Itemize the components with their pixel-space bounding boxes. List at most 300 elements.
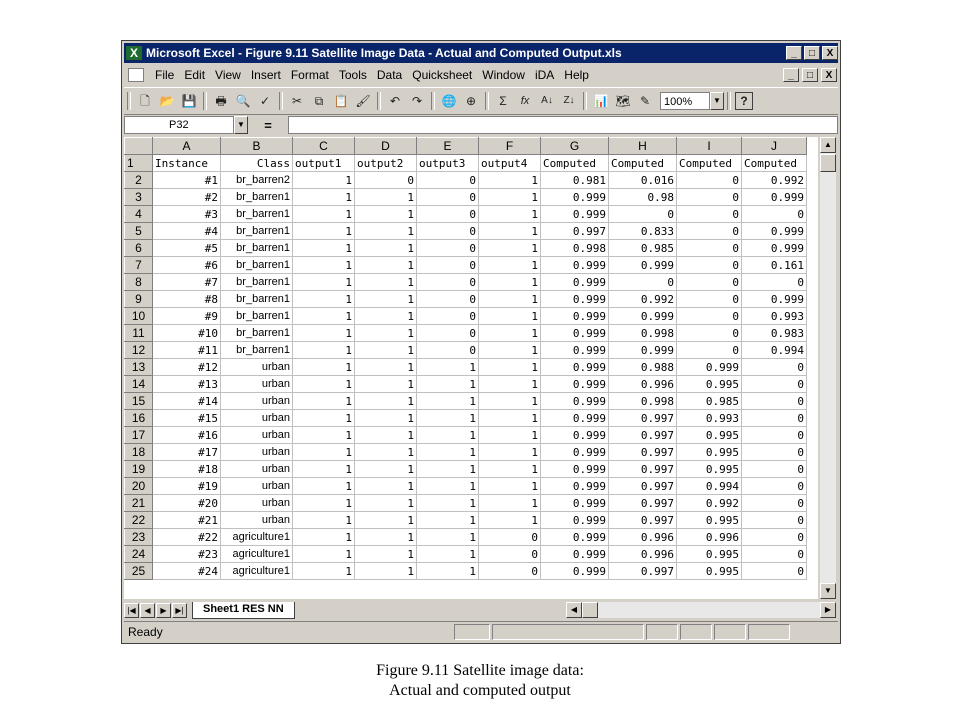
row-header[interactable]: 13	[125, 359, 153, 376]
cell-j7[interactable]: 0.161	[742, 257, 807, 274]
cell-i12[interactable]: 0	[677, 342, 742, 359]
cell-d5[interactable]: 1	[355, 223, 417, 240]
cell-i2[interactable]: 0	[677, 172, 742, 189]
cell-d1[interactable]: output2	[355, 155, 417, 172]
menu-ida[interactable]: iDA	[534, 68, 555, 82]
row-header[interactable]: 20	[125, 478, 153, 495]
cell-g7[interactable]: 0.999	[541, 257, 609, 274]
cell-g4[interactable]: 0.999	[541, 206, 609, 223]
cell-i3[interactable]: 0	[677, 189, 742, 206]
cell-b19[interactable]: urban	[221, 461, 293, 478]
cell-e19[interactable]: 1	[417, 461, 479, 478]
cell-g16[interactable]: 0.999	[541, 410, 609, 427]
column-header-g[interactable]: G	[541, 138, 609, 155]
h-scroll-thumb[interactable]	[582, 602, 598, 618]
column-header-a[interactable]: A	[153, 138, 221, 155]
row-header[interactable]: 7	[125, 257, 153, 274]
cell-i7[interactable]: 0	[677, 257, 742, 274]
cell-b1[interactable]: Class	[221, 155, 293, 172]
cell-b23[interactable]: agriculture1	[221, 529, 293, 546]
cell-i5[interactable]: 0	[677, 223, 742, 240]
cell-h16[interactable]: 0.997	[609, 410, 677, 427]
cell-j14[interactable]: 0	[742, 376, 807, 393]
cell-e23[interactable]: 1	[417, 529, 479, 546]
cell-a8[interactable]: #7	[153, 274, 221, 291]
cell-f1[interactable]: output4	[479, 155, 541, 172]
cell-a7[interactable]: #6	[153, 257, 221, 274]
cell-c22[interactable]: 1	[293, 512, 355, 529]
row-header[interactable]: 25	[125, 563, 153, 580]
cell-j17[interactable]: 0	[742, 427, 807, 444]
cell-g24[interactable]: 0.999	[541, 546, 609, 563]
row-header[interactable]: 24	[125, 546, 153, 563]
row-header[interactable]: 17	[125, 427, 153, 444]
cell-e5[interactable]: 0	[417, 223, 479, 240]
cell-e14[interactable]: 1	[417, 376, 479, 393]
cell-i22[interactable]: 0.995	[677, 512, 742, 529]
cell-g5[interactable]: 0.997	[541, 223, 609, 240]
cell-h4[interactable]: 0	[609, 206, 677, 223]
cell-a10[interactable]: #9	[153, 308, 221, 325]
cell-h24[interactable]: 0.996	[609, 546, 677, 563]
workbook-icon[interactable]	[128, 68, 144, 82]
cell-a25[interactable]: #24	[153, 563, 221, 580]
cell-c24[interactable]: 1	[293, 546, 355, 563]
cell-i11[interactable]: 0	[677, 325, 742, 342]
cell-g3[interactable]: 0.999	[541, 189, 609, 206]
cell-f5[interactable]: 1	[479, 223, 541, 240]
web-icon[interactable]: ⊕	[465, 94, 477, 108]
cell-f10[interactable]: 1	[479, 308, 541, 325]
cell-c18[interactable]: 1	[293, 444, 355, 461]
cell-g14[interactable]: 0.999	[541, 376, 609, 393]
worksheet-grid[interactable]	[124, 137, 818, 599]
cell-c2[interactable]: 1	[293, 172, 355, 189]
cell-j24[interactable]: 0	[742, 546, 807, 563]
cell-e6[interactable]: 0	[417, 240, 479, 257]
cell-c9[interactable]: 1	[293, 291, 355, 308]
row-header[interactable]: 11	[125, 325, 153, 342]
cell-g11[interactable]: 0.999	[541, 325, 609, 342]
doc-restore-button[interactable]: □	[802, 68, 818, 82]
cell-f18[interactable]: 1	[479, 444, 541, 461]
cell-g23[interactable]: 0.999	[541, 529, 609, 546]
cell-i21[interactable]: 0.992	[677, 495, 742, 512]
cell-b5[interactable]: br_barren1	[221, 223, 293, 240]
cell-b3[interactable]: br_barren1	[221, 189, 293, 206]
cell-i16[interactable]: 0.993	[677, 410, 742, 427]
hyperlink-icon[interactable]: 🌐	[441, 94, 457, 108]
cell-e10[interactable]: 0	[417, 308, 479, 325]
cell-e18[interactable]: 1	[417, 444, 479, 461]
formula-input[interactable]	[288, 116, 838, 134]
cell-b21[interactable]: urban	[221, 495, 293, 512]
cell-b20[interactable]: urban	[221, 478, 293, 495]
cell-f11[interactable]: 1	[479, 325, 541, 342]
cell-a11[interactable]: #10	[153, 325, 221, 342]
cell-j20[interactable]: 0	[742, 478, 807, 495]
cell-i4[interactable]: 0	[677, 206, 742, 223]
row-header[interactable]: 8	[125, 274, 153, 291]
row-header[interactable]: 21	[125, 495, 153, 512]
cell-c8[interactable]: 1	[293, 274, 355, 291]
cell-h7[interactable]: 0.999	[609, 257, 677, 274]
cell-j15[interactable]: 0	[742, 393, 807, 410]
cell-d9[interactable]: 1	[355, 291, 417, 308]
cell-j25[interactable]: 0	[742, 563, 807, 580]
cell-e16[interactable]: 1	[417, 410, 479, 427]
cell-c4[interactable]: 1	[293, 206, 355, 223]
drawing-icon[interactable]: ✎	[639, 94, 651, 108]
cell-j23[interactable]: 0	[742, 529, 807, 546]
name-box-dropdown-icon[interactable]: ▼	[234, 116, 248, 134]
scroll-right-icon[interactable]: ▶	[820, 602, 836, 618]
row-header[interactable]: 16	[125, 410, 153, 427]
cell-b22[interactable]: urban	[221, 512, 293, 529]
cell-h5[interactable]: 0.833	[609, 223, 677, 240]
cell-b8[interactable]: br_barren1	[221, 274, 293, 291]
cell-a1[interactable]: Instance	[153, 155, 221, 172]
cell-a6[interactable]: #5	[153, 240, 221, 257]
cell-b13[interactable]: urban	[221, 359, 293, 376]
cell-h8[interactable]: 0	[609, 274, 677, 291]
redo-icon[interactable]: ↷	[411, 94, 423, 108]
cell-c16[interactable]: 1	[293, 410, 355, 427]
cell-d13[interactable]: 1	[355, 359, 417, 376]
scroll-thumb[interactable]	[820, 154, 836, 172]
cell-i17[interactable]: 0.995	[677, 427, 742, 444]
cell-a21[interactable]: #20	[153, 495, 221, 512]
cell-a23[interactable]: #22	[153, 529, 221, 546]
cell-g2[interactable]: 0.981	[541, 172, 609, 189]
menu-format[interactable]: Format	[290, 68, 329, 82]
menu-edit[interactable]: Edit	[184, 68, 206, 82]
menu-view[interactable]: View	[215, 68, 241, 82]
cell-c7[interactable]: 1	[293, 257, 355, 274]
cell-b7[interactable]: br_barren1	[221, 257, 293, 274]
cell-a22[interactable]: #21	[153, 512, 221, 529]
row-header[interactable]: 14	[125, 376, 153, 393]
cell-d4[interactable]: 1	[355, 206, 417, 223]
cell-b12[interactable]: br_barren1	[221, 342, 293, 359]
cell-i19[interactable]: 0.995	[677, 461, 742, 478]
print-icon[interactable]: 🖶	[215, 94, 227, 108]
cell-e3[interactable]: 0	[417, 189, 479, 206]
next-sheet-icon[interactable]: ▶	[156, 603, 171, 618]
column-header-i[interactable]: I	[677, 138, 742, 155]
cell-f25[interactable]: 0	[479, 563, 541, 580]
cell-f20[interactable]: 1	[479, 478, 541, 495]
row-header[interactable]: 10	[125, 308, 153, 325]
row-header[interactable]: 18	[125, 444, 153, 461]
zoom-select[interactable]: 100%	[660, 92, 710, 110]
scroll-down-icon[interactable]: ▼	[820, 583, 836, 599]
cell-b14[interactable]: urban	[221, 376, 293, 393]
cell-f21[interactable]: 1	[479, 495, 541, 512]
cell-f19[interactable]: 1	[479, 461, 541, 478]
cell-g10[interactable]: 0.999	[541, 308, 609, 325]
cell-a12[interactable]: #11	[153, 342, 221, 359]
cell-f13[interactable]: 1	[479, 359, 541, 376]
cell-f14[interactable]: 1	[479, 376, 541, 393]
cell-j22[interactable]: 0	[742, 512, 807, 529]
cell-i15[interactable]: 0.985	[677, 393, 742, 410]
cell-e2[interactable]: 0	[417, 172, 479, 189]
column-header-c[interactable]: C	[293, 138, 355, 155]
menu-tools[interactable]: Tools	[338, 68, 367, 82]
row-header[interactable]: 6	[125, 240, 153, 257]
cell-d17[interactable]: 1	[355, 427, 417, 444]
cell-d23[interactable]: 1	[355, 529, 417, 546]
cell-g13[interactable]: 0.999	[541, 359, 609, 376]
cell-g8[interactable]: 0.999	[541, 274, 609, 291]
cell-a16[interactable]: #15	[153, 410, 221, 427]
cell-j19[interactable]: 0	[742, 461, 807, 478]
cell-i14[interactable]: 0.995	[677, 376, 742, 393]
cell-j6[interactable]: 0.999	[742, 240, 807, 257]
cell-g1[interactable]: Computed	[541, 155, 609, 172]
cell-d14[interactable]: 1	[355, 376, 417, 393]
cell-j5[interactable]: 0.999	[742, 223, 807, 240]
cell-e13[interactable]: 1	[417, 359, 479, 376]
cell-b9[interactable]: br_barren1	[221, 291, 293, 308]
cell-b2[interactable]: br_barren2	[221, 172, 293, 189]
cell-f8[interactable]: 1	[479, 274, 541, 291]
cell-c15[interactable]: 1	[293, 393, 355, 410]
column-header-d[interactable]: D	[355, 138, 417, 155]
minimize-button[interactable]: _	[786, 46, 802, 60]
cell-c21[interactable]: 1	[293, 495, 355, 512]
cell-j2[interactable]: 0.992	[742, 172, 807, 189]
sort-descending-icon[interactable]: Z↓	[563, 95, 575, 106]
cell-c5[interactable]: 1	[293, 223, 355, 240]
cell-d8[interactable]: 1	[355, 274, 417, 291]
cell-f6[interactable]: 1	[479, 240, 541, 257]
autosum-icon[interactable]: Σ	[499, 94, 507, 108]
cell-c11[interactable]: 1	[293, 325, 355, 342]
cell-j4[interactable]: 0	[742, 206, 807, 223]
menu-help[interactable]: Help	[564, 68, 589, 82]
cell-g20[interactable]: 0.999	[541, 478, 609, 495]
map-icon[interactable]: 🗺	[615, 94, 631, 108]
cell-d24[interactable]: 1	[355, 546, 417, 563]
cell-a24[interactable]: #23	[153, 546, 221, 563]
row-header[interactable]: 1	[125, 155, 153, 172]
cell-c3[interactable]: 1	[293, 189, 355, 206]
cell-c12[interactable]: 1	[293, 342, 355, 359]
row-header[interactable]: 12	[125, 342, 153, 359]
cell-j13[interactable]: 0	[742, 359, 807, 376]
save-icon[interactable]: 💾	[181, 94, 197, 108]
cell-g21[interactable]: 0.999	[541, 495, 609, 512]
cell-c20[interactable]: 1	[293, 478, 355, 495]
cell-f12[interactable]: 1	[479, 342, 541, 359]
cell-d16[interactable]: 1	[355, 410, 417, 427]
cell-g18[interactable]: 0.999	[541, 444, 609, 461]
last-sheet-icon[interactable]: ▶|	[172, 603, 187, 618]
cell-c25[interactable]: 1	[293, 563, 355, 580]
cell-c19[interactable]: 1	[293, 461, 355, 478]
doc-minimize-button[interactable]: _	[783, 68, 799, 82]
cell-j3[interactable]: 0.999	[742, 189, 807, 206]
cell-e22[interactable]: 1	[417, 512, 479, 529]
cell-f15[interactable]: 1	[479, 393, 541, 410]
cell-f2[interactable]: 1	[479, 172, 541, 189]
cell-f24[interactable]: 0	[479, 546, 541, 563]
cell-c23[interactable]: 1	[293, 529, 355, 546]
cell-b16[interactable]: urban	[221, 410, 293, 427]
name-box[interactable]: P32	[124, 116, 234, 134]
cell-d15[interactable]: 1	[355, 393, 417, 410]
cell-e24[interactable]: 1	[417, 546, 479, 563]
chart-wizard-icon[interactable]: 📊	[593, 94, 609, 108]
cell-b6[interactable]: br_barren1	[221, 240, 293, 257]
cell-h1[interactable]: Computed	[609, 155, 677, 172]
cell-b25[interactable]: agriculture1	[221, 563, 293, 580]
cell-f17[interactable]: 1	[479, 427, 541, 444]
row-header[interactable]: 19	[125, 461, 153, 478]
cell-e11[interactable]: 0	[417, 325, 479, 342]
cell-d11[interactable]: 1	[355, 325, 417, 342]
cell-b17[interactable]: urban	[221, 427, 293, 444]
cell-e8[interactable]: 0	[417, 274, 479, 291]
cell-j10[interactable]: 0.993	[742, 308, 807, 325]
cell-d19[interactable]: 1	[355, 461, 417, 478]
cell-h20[interactable]: 0.997	[609, 478, 677, 495]
cell-d10[interactable]: 1	[355, 308, 417, 325]
menu-quicksheet[interactable]: Quicksheet	[412, 68, 473, 82]
cell-e12[interactable]: 0	[417, 342, 479, 359]
close-button[interactable]: X	[822, 46, 838, 60]
function-icon[interactable]: fx	[520, 95, 530, 107]
copy-icon[interactable]: ⧉	[314, 94, 324, 108]
cell-h22[interactable]: 0.997	[609, 512, 677, 529]
cell-a5[interactable]: #4	[153, 223, 221, 240]
cell-a15[interactable]: #14	[153, 393, 221, 410]
row-header[interactable]: 5	[125, 223, 153, 240]
cell-b11[interactable]: br_barren1	[221, 325, 293, 342]
cell-e20[interactable]: 1	[417, 478, 479, 495]
column-header-b[interactable]: B	[221, 138, 293, 155]
prev-sheet-icon[interactable]: ◀	[140, 603, 155, 618]
cell-j8[interactable]: 0	[742, 274, 807, 291]
cell-a19[interactable]: #18	[153, 461, 221, 478]
cell-h25[interactable]: 0.997	[609, 563, 677, 580]
cell-d12[interactable]: 1	[355, 342, 417, 359]
cell-h19[interactable]: 0.997	[609, 461, 677, 478]
select-all-corner[interactable]	[125, 138, 153, 155]
cut-icon[interactable]: ✂	[291, 94, 303, 108]
cell-e17[interactable]: 1	[417, 427, 479, 444]
cell-b10[interactable]: br_barren1	[221, 308, 293, 325]
cell-h10[interactable]: 0.999	[609, 308, 677, 325]
cell-j16[interactable]: 0	[742, 410, 807, 427]
cell-j12[interactable]: 0.994	[742, 342, 807, 359]
cell-i25[interactable]: 0.995	[677, 563, 742, 580]
column-header-h[interactable]: H	[609, 138, 677, 155]
first-sheet-icon[interactable]: |◀	[124, 603, 139, 618]
cell-e1[interactable]: output3	[417, 155, 479, 172]
chevron-down-icon[interactable]: ▼	[710, 92, 724, 110]
cell-h9[interactable]: 0.992	[609, 291, 677, 308]
cell-g9[interactable]: 0.999	[541, 291, 609, 308]
cell-a18[interactable]: #17	[153, 444, 221, 461]
cell-f23[interactable]: 0	[479, 529, 541, 546]
cell-h6[interactable]: 0.985	[609, 240, 677, 257]
help-icon[interactable]: ?	[735, 92, 753, 110]
cell-j21[interactable]: 0	[742, 495, 807, 512]
cell-a9[interactable]: #8	[153, 291, 221, 308]
menu-window[interactable]: Window	[482, 68, 525, 82]
cell-f3[interactable]: 1	[479, 189, 541, 206]
cell-c17[interactable]: 1	[293, 427, 355, 444]
cell-e4[interactable]: 0	[417, 206, 479, 223]
cell-f22[interactable]: 1	[479, 512, 541, 529]
excel-icon[interactable]: X	[126, 46, 142, 60]
cell-a2[interactable]: #1	[153, 172, 221, 189]
cell-d25[interactable]: 1	[355, 563, 417, 580]
cell-e9[interactable]: 0	[417, 291, 479, 308]
cell-h13[interactable]: 0.988	[609, 359, 677, 376]
cell-d7[interactable]: 1	[355, 257, 417, 274]
row-header[interactable]: 23	[125, 529, 153, 546]
cell-b15[interactable]: urban	[221, 393, 293, 410]
undo-icon[interactable]: ↶	[389, 94, 401, 108]
cell-a14[interactable]: #13	[153, 376, 221, 393]
column-header-j[interactable]: J	[742, 138, 807, 155]
column-header-e[interactable]: E	[417, 138, 479, 155]
cell-i9[interactable]: 0	[677, 291, 742, 308]
row-header[interactable]: 4	[125, 206, 153, 223]
cell-g22[interactable]: 0.999	[541, 512, 609, 529]
row-header[interactable]: 22	[125, 512, 153, 529]
cell-i18[interactable]: 0.995	[677, 444, 742, 461]
cell-i1[interactable]: Computed	[677, 155, 742, 172]
cell-g15[interactable]: 0.999	[541, 393, 609, 410]
column-header-f[interactable]: F	[479, 138, 541, 155]
cell-i20[interactable]: 0.994	[677, 478, 742, 495]
cell-e25[interactable]: 1	[417, 563, 479, 580]
cell-h2[interactable]: 0.016	[609, 172, 677, 189]
cell-b4[interactable]: br_barren1	[221, 206, 293, 223]
horizontal-scrollbar[interactable]	[566, 602, 836, 618]
cell-f7[interactable]: 1	[479, 257, 541, 274]
cell-j18[interactable]: 0	[742, 444, 807, 461]
cell-h15[interactable]: 0.998	[609, 393, 677, 410]
row-header[interactable]: 3	[125, 189, 153, 206]
cell-j11[interactable]: 0.983	[742, 325, 807, 342]
cell-a13[interactable]: #12	[153, 359, 221, 376]
scroll-left-icon[interactable]: ◀	[566, 602, 582, 618]
cell-h17[interactable]: 0.997	[609, 427, 677, 444]
cell-c10[interactable]: 1	[293, 308, 355, 325]
cell-g12[interactable]: 0.999	[541, 342, 609, 359]
open-icon[interactable]: 📂	[159, 94, 175, 108]
format-painter-icon[interactable]: 🖌	[355, 94, 371, 108]
cell-g25[interactable]: 0.999	[541, 563, 609, 580]
cell-e21[interactable]: 1	[417, 495, 479, 512]
cell-d20[interactable]: 1	[355, 478, 417, 495]
cell-i8[interactable]: 0	[677, 274, 742, 291]
print-preview-icon[interactable]: 🔍	[235, 94, 251, 108]
cell-h23[interactable]: 0.996	[609, 529, 677, 546]
cell-a17[interactable]: #16	[153, 427, 221, 444]
cell-j9[interactable]: 0.999	[742, 291, 807, 308]
cell-h11[interactable]: 0.998	[609, 325, 677, 342]
maximize-button[interactable]: □	[804, 46, 820, 60]
cell-i10[interactable]: 0	[677, 308, 742, 325]
new-icon[interactable]: 🗋	[140, 94, 150, 108]
